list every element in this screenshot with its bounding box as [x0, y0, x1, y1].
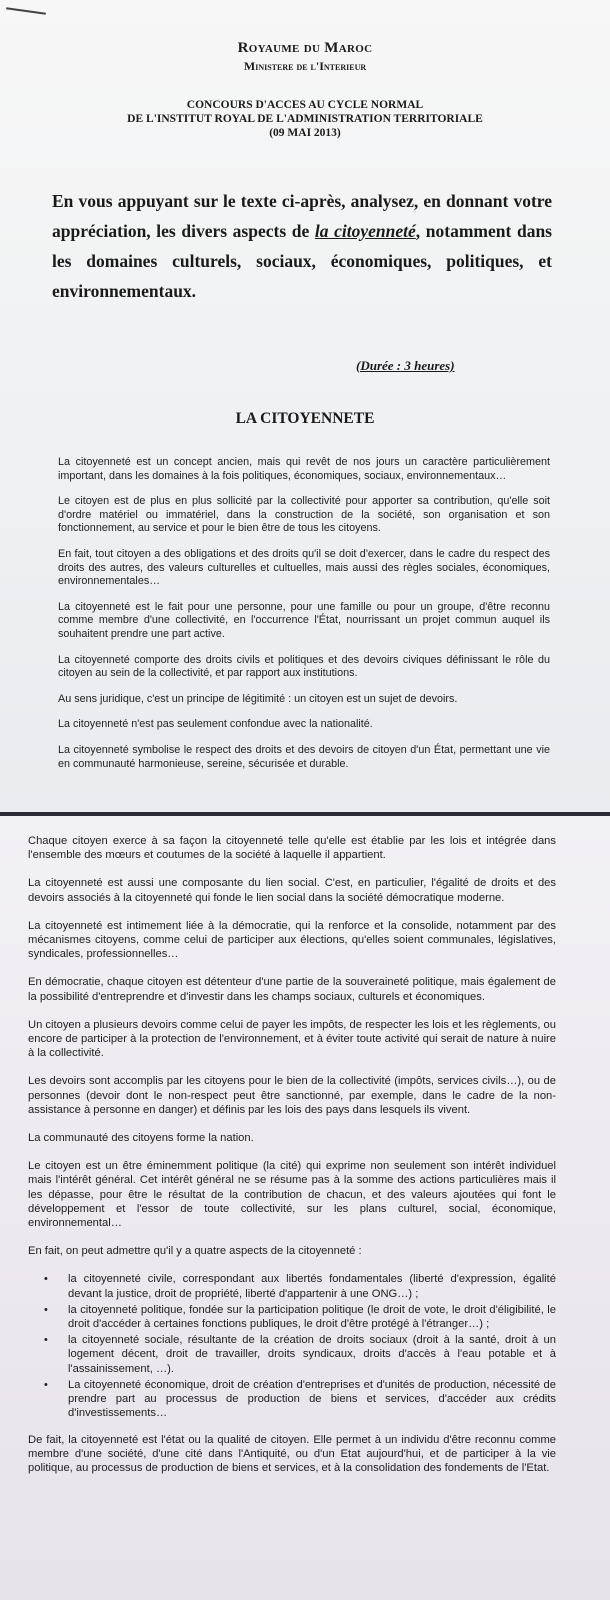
document-header [0, 40, 610, 74]
sheet-divider [0, 812, 610, 816]
paragraph: La citoyenneté est intimement liée à la démocratie, qui la renforce et la consolide, notamment par des mécanismes citoyens, comme celui de participer aux élections, qu'elles soient communales, législatives, syndicales, professionnelles… [28, 919, 556, 961]
list-item [44, 1333, 556, 1376]
paragraph: La citoyenneté est le fait pour une personne, pour une famille ou pour un groupe, d'être reconnu comme membre d'une collectivité, en l'occurrence l'État, nourrissant un projet commun auquel ils souhaitent prendre une part active. [58, 600, 550, 640]
paragraph: La citoyenneté est aussi une composante du lien social. C'est, en particulier, l'égalité de droits et des devoirs associés à la citoyenneté qui fonde le lien social dans la société démocratique moderne. [28, 877, 556, 904]
list-item [44, 1378, 556, 1421]
exam-line-2: DE L'INSTITUT ROYAL DE L'ADMINISTRATION TERRITORIALE [127, 113, 483, 125]
paragraph: En fait, on peut admettre qu'il y a quatre aspects de la citoyenneté : [28, 1245, 362, 1258]
subject-emphasis: la citoyenneté [314, 221, 416, 241]
page1-body [58, 456, 550, 783]
paragraph: Chaque citoyen exerce à sa façon la citoyenneté telle qu'elle est établie par les lois et intégrée dans l'ensemble des mœurs et coutumes de la société à laquelle il appartient. [28, 835, 556, 862]
bullet-icon: • [44, 1334, 48, 1347]
kingdom-title: Royaume du Maroc [237, 40, 373, 56]
exam-subject [52, 186, 552, 306]
paragraph: En fait, tout citoyen a des obligations et des droits qu'il se doit d'exercer, dans le cadre du respect des droits des autres, des valeurs culturelles et cultuelles, mais aussi des règles sociales, économiques, environnementales… [58, 547, 550, 588]
conclusion-paragraph: De fait, la citoyenneté est l'état ou la qualité de citoyen. Elle permet à un individu d'être reconnu comme membre d'une société, d'une cité dans l'Antiquité, ou d'un Etat aujourd'hui, et de participer à la vie politique, au processus de production de biens et services, et à la consolidation des fondements de l'Etat. [28, 1433, 556, 1474]
aspects-list [28, 1272, 556, 1420]
bullet-icon: • [44, 1303, 48, 1316]
list-item-text: la citoyenneté sociale, résultante de la création de droits sociaux (droit à la santé, droit à un logement décent, droit de travailler, droits syndicaux, droits d'accès à l'eau potable et à l'assainissement, …). [68, 1334, 556, 1375]
exam-heading [0, 98, 610, 140]
bullet-icon: • [44, 1273, 48, 1286]
subject-text-after: , notamment dans les domaines culturels, sociaux, économiques, politiques, et environnementaux. [52, 221, 552, 301]
paragraph: Le citoyen est un être éminemment politique (la cité) qui exprime non seulement son intérêt individuel mais l'intérêt général. Cet intérêt général ne se résume pas à la somme des actions particulières mais il les dépasse, pour être le résultat de la contribution de chacun, et des valeurs ajoutées qui font le développement et l'essor de toute collectivité, sur les plans culturel, social, économique, environnemental… [28, 1160, 556, 1230]
list-item [44, 1272, 556, 1300]
ministry-title: Ministere de l'Interieur [243, 59, 367, 73]
paragraph: Les devoirs sont accomplis par les citoyens pour le bien de la collectivité (impôts, services civils…), ou de personnes (devoir dont le non-respect peut être sanctionné, par exemple, dans le cadre de la non-assistance à personne en danger) et définis par les lois des pays dans lesquels ils vivent. [28, 1075, 556, 1116]
paragraph: La communauté des citoyens forme la nation. [28, 1132, 254, 1145]
list-item-text: la citoyenneté politique, fondée sur la participation politique (le droit de vote, le droit d'éligibilité, le droit d'accéder à certaines fonctions publiques, le droit d'être protégé à l'étranger…) ; [68, 1303, 556, 1331]
paragraph: La citoyenneté symbolise le respect des droits et des devoirs de citoyen d'un État, permettant une vie en communauté harmonieuse, sereine, sécurisée et durable. [58, 743, 550, 770]
list-item-text: la citoyenneté civile, correspondant aux libertés fondamentales (liberté d'expression, égalité devant la justice, droit de propriété, liberté d'appartenir à une ONG…) ; [68, 1273, 556, 1300]
paragraph: Le citoyen est de plus en plus sollicité par la collectivité pour apporter sa contribution, qu'elle soit d'ordre matériel ou immatériel, dans la construction de la société, son organisation et son fonctionnement, au service et pour le bien être de tous les citoyens. [58, 495, 550, 535]
paragraph: La citoyenneté comporte des droits civils et politiques et des devoirs civiques définissant le rôle du citoyen au sein de la collectivité, et par rapport aux institutions. [58, 653, 550, 680]
exam-date: (09 MAI 2013) [269, 127, 341, 139]
paragraph: La citoyenneté n'est pas seulement confondue avec la nationalité. [58, 718, 373, 731]
paragraph: La citoyenneté est un concept ancien, mais qui revêt de nos jours un caractère particulièrement important, dans les domaines à la fois politiques, économiques, sociaux, environnementaux… [58, 456, 550, 482]
paragraph: Un citoyen a plusieurs devoirs comme celui de payer les impôts, de respecter les lois et les règlements, ou encore de participer à la protection de l'environnement, et à éviter toute activité qui serait de nature à nuire à la collectivité. [28, 1018, 556, 1060]
bullet-icon: • [44, 1378, 48, 1391]
paragraph: Au sens juridique, c'est un principe de légitimité : un citoyen est un sujet de devoirs. [58, 692, 458, 705]
subject-text-before: En vous appuyant sur le texte ci-après, analysez, en donnant votre appréciation, les divers aspects de [52, 191, 552, 241]
exam-line-1: CONCOURS D'ACCES AU CYCLE NORMAL [186, 99, 424, 111]
exam-duration: (Durée : 3 heures) [356, 358, 455, 373]
page2-body [28, 834, 556, 1489]
paragraph: En démocratie, chaque citoyen est détenteur d'une partie de la souveraineté politique, mais également de la possibilité d'entreprendre et d'investir dans les champs sociaux, culturels et économiques. [28, 976, 556, 1003]
text-title: LA CITOYENNETE [235, 410, 375, 427]
list-item [44, 1303, 556, 1331]
list-item-text: La citoyenneté économique, droit de création d'entreprises et d'unités de production, nécessité de prendre part au processus de production de biens et services, d'accéder aux crédits d'investissements… [68, 1378, 556, 1420]
